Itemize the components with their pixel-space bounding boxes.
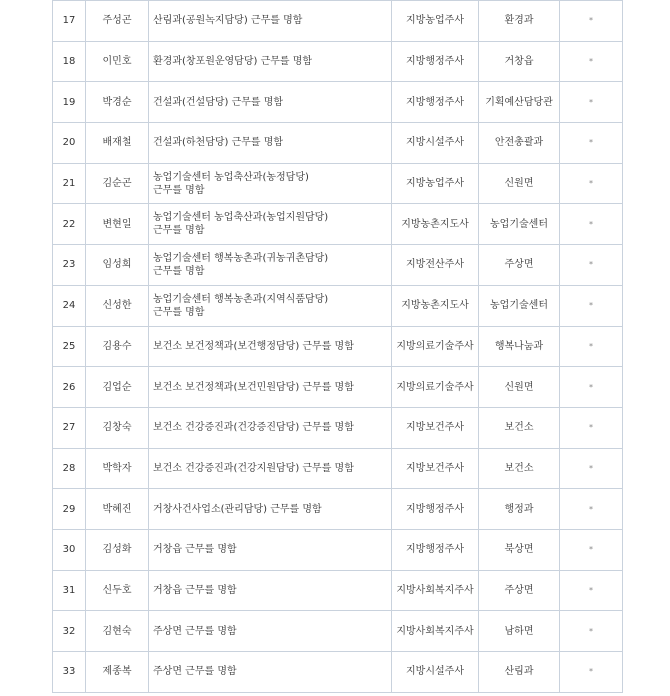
- row-number: [53, 245, 86, 286]
- note-mark: [560, 163, 623, 204]
- row-number: [53, 611, 86, 652]
- previous-department-text: 주상면: [504, 259, 534, 271]
- job-grade: [392, 489, 479, 530]
- note-mark: [560, 448, 623, 489]
- job-grade-text: 지방행정주사: [406, 503, 464, 515]
- assignment-text-text: 보건소 건강증진과(건강증진담당) 근무를 명함: [153, 422, 354, 434]
- row-number-text: 17: [62, 15, 76, 27]
- job-grade-text: 지방보건주사: [406, 422, 464, 434]
- table-row: [53, 367, 623, 408]
- assignment-text-text: 보건소 보건정책과(보건민원담당) 근무를 명함: [153, 381, 354, 393]
- row-number-text: 18: [62, 56, 76, 68]
- note-mark-text: *: [589, 57, 593, 67]
- job-grade-text: 지방의료기술주사: [396, 381, 474, 393]
- assignment-text: [149, 407, 392, 448]
- row-number: [53, 1, 86, 42]
- assignment-text: [149, 245, 392, 286]
- employee-name: [86, 204, 149, 245]
- note-mark-text: *: [589, 463, 593, 473]
- job-grade: [392, 570, 479, 611]
- employee-name: [86, 163, 149, 204]
- row-number: [53, 123, 86, 164]
- job-grade: [392, 529, 479, 570]
- employee-name-text: 김순곤: [102, 178, 132, 190]
- note-mark: [560, 652, 623, 693]
- assignment-text-text: 농업기술센터 농업축산과(농정담당) 근무를 명함: [153, 171, 309, 196]
- note-mark: [560, 1, 623, 42]
- job-grade: [392, 367, 479, 408]
- table-row: [53, 204, 623, 245]
- assignment-text: [149, 367, 392, 408]
- job-grade: [392, 41, 479, 82]
- employee-name-text: 변현일: [102, 218, 132, 230]
- assignment-text-text: 거창사건사업소(관리담당) 근무를 명함: [153, 503, 322, 515]
- table-row: [53, 611, 623, 652]
- note-mark-text: *: [589, 667, 593, 677]
- assignment-text-text: 거창읍 근무를 명함: [153, 584, 237, 596]
- note-mark-text: *: [589, 545, 593, 555]
- employee-name: [86, 285, 149, 326]
- assignment-text: [149, 41, 392, 82]
- personnel-table-container: [52, 0, 616, 693]
- previous-department: [479, 652, 560, 693]
- table-row: [53, 448, 623, 489]
- table-row: [53, 1, 623, 42]
- row-number: [53, 489, 86, 530]
- employee-name: [86, 41, 149, 82]
- assignment-text-text: 주상면 근무를 명함: [153, 666, 237, 678]
- job-grade: [392, 285, 479, 326]
- assignment-text-text: 건설과(하천담당) 근무를 명함: [153, 137, 284, 149]
- job-grade-text: 지방사회복지주사: [396, 584, 474, 596]
- job-grade-text: 지방전산주사: [406, 259, 464, 271]
- row-number-text: 21: [62, 178, 76, 190]
- table-row: [53, 82, 623, 123]
- assignment-text: [149, 123, 392, 164]
- job-grade: [392, 163, 479, 204]
- assignment-text-text: 건설과(건설담당) 근무를 명함: [153, 96, 284, 108]
- employee-name-text: 김용수: [102, 340, 132, 352]
- employee-name-text: 임성희: [102, 259, 132, 271]
- assignment-text: [149, 204, 392, 245]
- employee-name-text: 김현숙: [102, 625, 132, 637]
- previous-department-text: 거창읍: [504, 56, 534, 68]
- note-mark-text: *: [589, 585, 593, 595]
- previous-department: [479, 82, 560, 123]
- employee-name: [86, 245, 149, 286]
- row-number: [53, 570, 86, 611]
- personnel-table: [52, 0, 623, 693]
- previous-department-text: 행정과: [504, 503, 534, 515]
- employee-name-text: 주성곤: [102, 15, 132, 27]
- employee-name-text: 김성화: [102, 544, 132, 556]
- previous-department-text: 농업기술센터: [490, 218, 548, 230]
- row-number: [53, 367, 86, 408]
- note-mark-text: *: [589, 382, 593, 392]
- table-row: [53, 163, 623, 204]
- row-number: [53, 529, 86, 570]
- assignment-text-text: 환경과(창포원운영담당) 근무를 명함: [153, 56, 313, 68]
- employee-name-text: 제종복: [102, 666, 132, 678]
- previous-department-text: 환경과: [504, 15, 534, 27]
- assignment-text: [149, 448, 392, 489]
- job-grade: [392, 407, 479, 448]
- assignment-text-text: 농업기술센터 행복농촌과(귀농귀촌담당) 근무를 명함: [153, 252, 329, 277]
- previous-department: [479, 1, 560, 42]
- job-grade: [392, 245, 479, 286]
- employee-name: [86, 326, 149, 367]
- previous-department: [479, 611, 560, 652]
- job-grade: [392, 652, 479, 693]
- table-row: [53, 41, 623, 82]
- assignment-text-text: 산림과(공원녹지담당) 근무를 명함: [153, 15, 303, 27]
- row-number-text: 28: [62, 462, 76, 474]
- note-mark: [560, 285, 623, 326]
- previous-department-text: 주상면: [504, 584, 534, 596]
- job-grade: [392, 1, 479, 42]
- previous-department: [479, 123, 560, 164]
- table-row: [53, 326, 623, 367]
- previous-department: [479, 285, 560, 326]
- previous-department: [479, 204, 560, 245]
- assignment-text: [149, 326, 392, 367]
- assignment-text-text: 주상면 근무를 명함: [153, 625, 237, 637]
- note-mark: [560, 570, 623, 611]
- previous-department: [479, 41, 560, 82]
- row-number: [53, 448, 86, 489]
- previous-department: [479, 407, 560, 448]
- employee-name-text: 이민호: [102, 56, 132, 68]
- row-number-text: 27: [62, 422, 76, 434]
- employee-name: [86, 652, 149, 693]
- table-row: [53, 529, 623, 570]
- employee-name-text: 박경순: [102, 96, 132, 108]
- employee-name: [86, 1, 149, 42]
- assignment-text-text: 보건소 건강증진과(건강지원담당) 근무를 명함: [153, 462, 354, 474]
- employee-name: [86, 489, 149, 530]
- employee-name: [86, 448, 149, 489]
- note-mark-text: *: [589, 138, 593, 148]
- previous-department: [479, 489, 560, 530]
- row-number-text: 33: [62, 666, 76, 678]
- assignment-text: [149, 570, 392, 611]
- note-mark: [560, 326, 623, 367]
- previous-department-text: 보건소: [504, 422, 534, 434]
- previous-department: [479, 245, 560, 286]
- previous-department: [479, 367, 560, 408]
- previous-department-text: 안전총괄과: [494, 137, 544, 149]
- note-mark-text: *: [589, 260, 593, 270]
- previous-department-text: 농업기술센터: [490, 300, 548, 312]
- note-mark-text: *: [589, 179, 593, 189]
- employee-name: [86, 407, 149, 448]
- assignment-text: [149, 652, 392, 693]
- note-mark: [560, 529, 623, 570]
- previous-department-text: 남하면: [504, 625, 534, 637]
- previous-department: [479, 529, 560, 570]
- job-grade: [392, 204, 479, 245]
- row-number-text: 29: [62, 503, 76, 515]
- row-number-text: 22: [62, 218, 76, 230]
- job-grade-text: 지방사회복지주사: [396, 625, 474, 637]
- employee-name-text: 김업순: [102, 381, 132, 393]
- note-mark: [560, 204, 623, 245]
- note-mark-text: *: [589, 219, 593, 229]
- row-number-text: 24: [62, 300, 76, 312]
- table-row: [53, 652, 623, 693]
- job-grade-text: 지방행정주사: [406, 544, 464, 556]
- previous-department-text: 산림과: [504, 666, 534, 678]
- previous-department: [479, 163, 560, 204]
- assignment-text: [149, 529, 392, 570]
- note-mark-text: *: [589, 301, 593, 311]
- employee-name-text: 박학자: [102, 462, 132, 474]
- job-grade: [392, 123, 479, 164]
- row-number-text: 32: [62, 625, 76, 637]
- previous-department-text: 기획예산담당관: [485, 96, 553, 108]
- previous-department-text: 행복나눔과: [494, 340, 544, 352]
- table-row: [53, 123, 623, 164]
- job-grade-text: 지방시설주사: [406, 666, 464, 678]
- assignment-text: [149, 163, 392, 204]
- previous-department-text: 보건소: [504, 462, 534, 474]
- personnel-table-body: [53, 1, 623, 693]
- assignment-text: [149, 611, 392, 652]
- row-number-text: 25: [62, 340, 76, 352]
- employee-name: [86, 529, 149, 570]
- table-row: [53, 570, 623, 611]
- previous-department: [479, 326, 560, 367]
- assignment-text: [149, 1, 392, 42]
- note-mark: [560, 367, 623, 408]
- job-grade: [392, 82, 479, 123]
- note-mark-text: *: [589, 423, 593, 433]
- row-number: [53, 41, 86, 82]
- previous-department-text: 신원면: [504, 178, 534, 190]
- note-mark: [560, 82, 623, 123]
- assignment-text: [149, 82, 392, 123]
- previous-department-text: 북상면: [504, 544, 534, 556]
- previous-department: [479, 448, 560, 489]
- employee-name: [86, 123, 149, 164]
- note-mark: [560, 123, 623, 164]
- job-grade-text: 지방시설주사: [406, 137, 464, 149]
- assignment-text-text: 보건소 보건정책과(보건행정담당) 근무를 명함: [153, 340, 354, 352]
- assignment-text-text: 농업기술센터 농업축산과(농업지원담당) 근무를 명함: [153, 212, 329, 237]
- job-grade-text: 지방의료기술주사: [396, 340, 474, 352]
- note-mark: [560, 407, 623, 448]
- note-mark: [560, 41, 623, 82]
- row-number: [53, 163, 86, 204]
- job-grade: [392, 611, 479, 652]
- table-row: [53, 285, 623, 326]
- previous-department: [479, 570, 560, 611]
- table-row: [53, 407, 623, 448]
- table-row: [53, 489, 623, 530]
- note-mark: [560, 489, 623, 530]
- job-grade: [392, 448, 479, 489]
- row-number: [53, 326, 86, 367]
- row-number-text: 30: [62, 544, 76, 556]
- note-mark-text: *: [589, 341, 593, 351]
- job-grade-text: 지방농업주사: [406, 15, 464, 27]
- row-number-text: 20: [62, 137, 76, 149]
- row-number: [53, 285, 86, 326]
- row-number: [53, 407, 86, 448]
- assignment-text-text: 거창읍 근무를 명함: [153, 544, 237, 556]
- assignment-text: [149, 285, 392, 326]
- employee-name-text: 신두호: [102, 584, 132, 596]
- note-mark: [560, 611, 623, 652]
- note-mark-text: *: [589, 504, 593, 514]
- job-grade-text: 지방농업주사: [406, 178, 464, 190]
- job-grade-text: 지방행정주사: [406, 56, 464, 68]
- employee-name-text: 박혜진: [102, 503, 132, 515]
- previous-department-text: 신원면: [504, 381, 534, 393]
- employee-name-text: 배재철: [102, 137, 132, 149]
- row-number: [53, 204, 86, 245]
- employee-name: [86, 570, 149, 611]
- employee-name: [86, 367, 149, 408]
- row-number-text: 23: [62, 259, 76, 271]
- note-mark-text: *: [589, 16, 593, 26]
- assignment-text: [149, 489, 392, 530]
- job-grade-text: 지방보건주사: [406, 462, 464, 474]
- row-number: [53, 652, 86, 693]
- job-grade-text: 지방농촌지도사: [401, 300, 469, 312]
- note-mark: [560, 245, 623, 286]
- job-grade-text: 지방농촌지도사: [401, 218, 469, 230]
- row-number-text: 26: [62, 381, 76, 393]
- note-mark-text: *: [589, 626, 593, 636]
- assignment-text-text: 농업기술센터 행복농촌과(지역식품담당) 근무를 명함: [153, 293, 329, 318]
- row-number-text: 19: [62, 96, 76, 108]
- row-number: [53, 82, 86, 123]
- employee-name-text: 신성한: [102, 300, 132, 312]
- employee-name: [86, 611, 149, 652]
- table-row: [53, 245, 623, 286]
- job-grade: [392, 326, 479, 367]
- row-number-text: 31: [62, 584, 76, 596]
- employee-name-text: 김창숙: [102, 422, 132, 434]
- employee-name: [86, 82, 149, 123]
- job-grade-text: 지방행정주사: [406, 96, 464, 108]
- note-mark-text: *: [589, 97, 593, 107]
